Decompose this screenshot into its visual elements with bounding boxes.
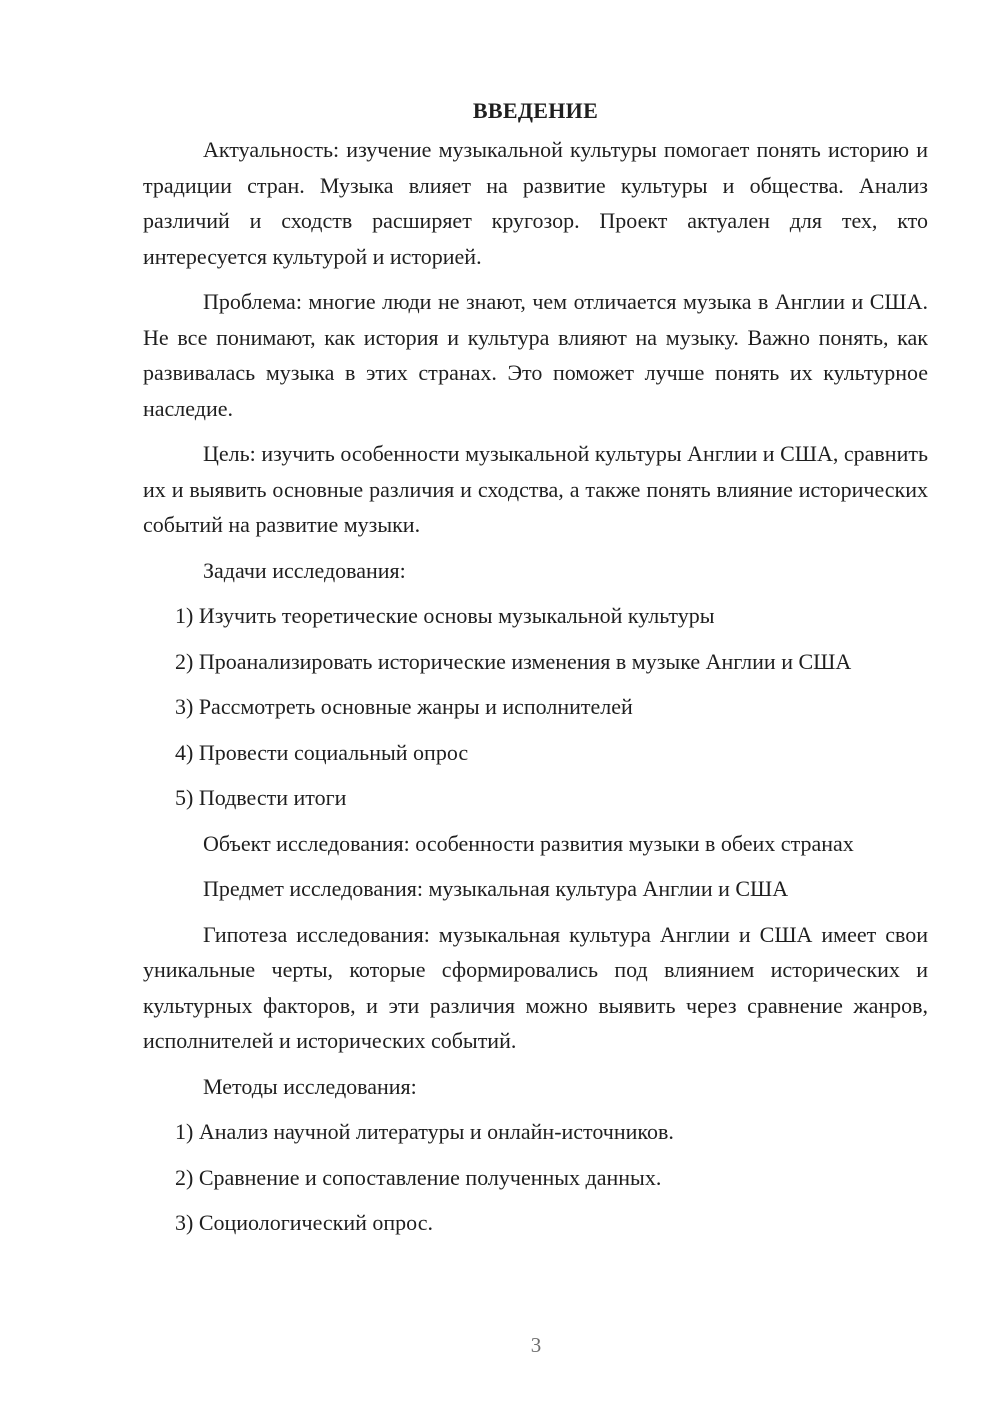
paragraph-problem: Проблема: многие люди не знают, чем отличается музыка в Англии и США. Не все понимают, как история и культура влияют на музыку. Важно понять, как развивалась музыка в этих странах. Это поможет лучше понять их культурное наследие.: [143, 289, 928, 421]
paragraph-subject: Предмет исследования: музыкальная культура Англии и США: [203, 876, 789, 901]
paragraph-object: Объект исследования: особенности развития музыки в обеих странах: [203, 830, 854, 856]
task-item: 2) Проанализировать исторические изменения в музыке Англии и США: [175, 648, 852, 674]
page-content: [143, 96, 928, 1251]
method-item: 3) Социологический опрос.: [175, 1210, 433, 1235]
paragraph-goal: Цель: изучить особенности музыкальной культуры Англии и США, сравнить их и выявить основные различия и сходства, а также понять влияние исторических событий на развитие музыки.: [143, 441, 928, 537]
paragraph-relevance: Актуальность: изучение музыкальной культуры помогает понять историю и традиции стран. Музыка влияет на развитие культуры и общества. Анализ различий и сходств расширяет кругозор. Проект актуален для тех, кто интересуется культурой и историей.: [143, 137, 928, 269]
paragraph-hypothesis: Гипотеза исследования: музыкальная культура Англии и США имеет свои уникальные черты, которые сформировались под влиянием исторических и культурных факторов, и эти различия можно выявить через сравнение жанров, исполнителей и исторических событий.: [143, 921, 928, 1053]
task-item: 1) Изучить теоретические основы музыкальной культуры: [175, 603, 715, 628]
task-item: 3) Рассмотреть основные жанры и исполнителей: [175, 694, 633, 719]
section-heading: ВВЕДЕНИЕ: [472, 98, 599, 123]
page-number: 3: [530, 1333, 542, 1357]
method-item: 2) Сравнение и сопоставление полученных данных.: [175, 1164, 662, 1190]
paragraph-tasks-title: Задачи исследования:: [203, 557, 406, 583]
task-item: 5) Подвести итоги: [175, 785, 347, 810]
task-item: 4) Провести социальный опрос: [175, 739, 469, 765]
paragraph-methods-title: Методы исследования:: [203, 1073, 417, 1099]
method-item: 1) Анализ научной литературы и онлайн-источников.: [175, 1119, 674, 1144]
